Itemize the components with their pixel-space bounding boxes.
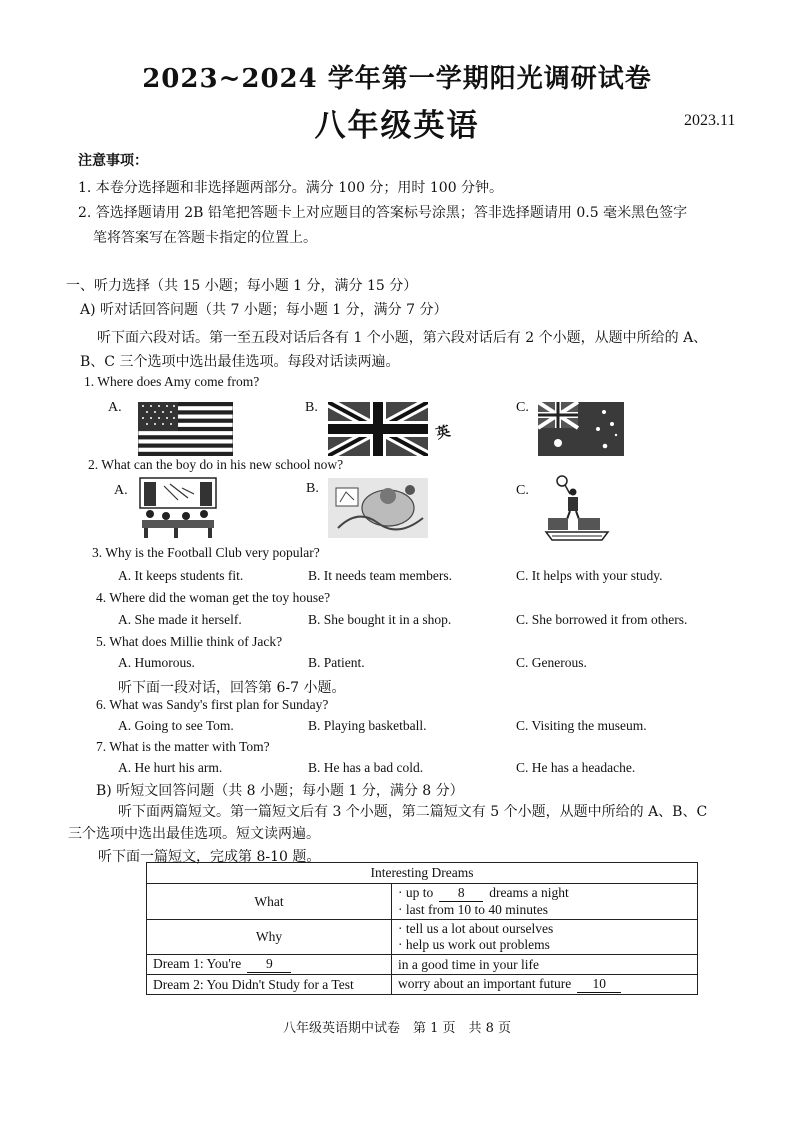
q4-option-c: C. She borrowed it from others.: [516, 612, 688, 627]
q4-option-a: A. She made it herself.: [118, 612, 242, 627]
blank-8: 8: [439, 885, 483, 902]
q3-option-a: A. It keeps students fit.: [118, 568, 244, 583]
q1-option-a-label: A.: [108, 400, 122, 415]
q2-stem: 2. What can the boy do in his new school now?: [88, 457, 344, 472]
q7-option-c: C. He has a headache.: [516, 760, 636, 775]
table-title: Interesting Dreams: [147, 863, 698, 884]
q5-stem: 5. What does Millie think of Jack?: [96, 634, 283, 649]
note-item-2: 2. 答选择题请用 2B 铅笔把答题卡上对应题目的答案标号涂黑；答非选择题请用 0.5 毫米黑色签字: [78, 205, 688, 221]
row-value-why: [392, 920, 698, 955]
q7-option-b: B. He has a bad cold.: [308, 760, 424, 775]
part-a-heading: A) 听对话回答问题（共 7 小题；每小题 1 分，满分 7 分）: [80, 302, 448, 318]
part-a-instruction: 听下面六段对话。第一至五段对话后各有 1 个小题，第六段对话后有 2 个小题，从题中所给的 A、: [97, 330, 708, 346]
q1-option-c-label: C.: [516, 400, 529, 415]
what-line2: · last from 10 to 40 minutes: [398, 902, 548, 917]
why-line2: · help us work out problems: [398, 937, 550, 952]
row-label-dream-2: Dream 2: You Didn't Study for a Test: [147, 975, 392, 995]
exam-subject: 八年级英语: [314, 108, 480, 144]
classroom-image: [138, 476, 218, 540]
blank-10: 10: [577, 976, 621, 993]
q7-option-a: A. He hurt his arm.: [118, 760, 223, 775]
q4-stem: 4. Where did the woman get the toy house?: [96, 590, 331, 605]
q3-option-c: C. It helps with your study.: [516, 568, 663, 583]
why-line1: · tell us a lot about ourselves: [398, 921, 554, 936]
note-item-1: 1. 本卷分选择题和非选择题两部分。满分 100 分；用时 100 分钟。: [78, 180, 504, 196]
uk-flag-image: [328, 402, 428, 456]
row-label-why: Why: [147, 920, 392, 955]
notes-heading: 注意事项：: [78, 153, 148, 169]
row-label-what: What: [147, 884, 392, 920]
handwritten-mark: 英: [434, 423, 453, 443]
q2-option-b-label: B.: [306, 481, 319, 496]
blank-9: 9: [247, 956, 291, 973]
q1-stem: 1. Where does Amy come from?: [84, 374, 260, 389]
table-row: [147, 955, 698, 975]
part-b-heading: B) 听短文回答问题（共 8 小题；每小题 1 分，满分 8 分）: [96, 783, 464, 799]
row-value-dream-2: [392, 975, 698, 995]
q4-option-b: B. She bought it in a shop.: [308, 612, 452, 627]
dream1-label-text: Dream 1: You're: [153, 956, 242, 971]
part-a-instruction-cont: B、C 三个选项中选出最佳选项。每段对话读两遍。: [80, 354, 400, 370]
row-label-dream-1: [147, 955, 392, 975]
q6-option-a: A. Going to see Tom.: [118, 718, 234, 733]
page-footer: 八年级英语期中试卷 第 1 页 共 8 页: [282, 1021, 512, 1036]
part-b-instruction: 听下面两篇短文。第一篇短文后有 3 个小题，第二篇短文有 5 个小题，从题中所给的 A、B、C: [118, 804, 708, 820]
q5-option-a: A. Humorous.: [118, 655, 195, 670]
q3-option-b: B. It needs team members.: [308, 568, 452, 583]
dream2-value-text: worry about an important future: [398, 976, 572, 991]
australia-flag-image: [538, 402, 624, 456]
passage-1-instruction: 听下面一篇短文，完成第 8-10 题。: [98, 849, 321, 865]
usa-flag-image: [138, 402, 233, 456]
tennis-image: [542, 474, 614, 542]
table-title-row: [147, 863, 698, 884]
what-line1-prefix: · up to: [398, 885, 434, 900]
table-row: [147, 884, 698, 920]
exam-date: 2023.11: [684, 112, 736, 129]
q2-option-c-label: C.: [516, 483, 529, 498]
q6-option-c: C. Visiting the museum.: [516, 718, 647, 733]
note-item-2-cont: 笔将答案写在答题卡指定的位置上。: [93, 230, 317, 246]
q3-stem: 3. Why is the Football Club very popular?: [92, 545, 320, 560]
q7-stem: 7. What is the matter with Tom?: [96, 739, 270, 754]
drawing-image: [328, 478, 428, 538]
q2-option-a-label: A.: [114, 483, 128, 498]
section-1-heading: 一、听力选择（共 15 小题；每小题 1 分，满分 15 分）: [66, 278, 418, 294]
q6-option-b: B. Playing basketball.: [308, 718, 427, 733]
what-line1-suffix: dreams a night: [489, 885, 569, 900]
q6-stem: 6. What was Sandy's first plan for Sunday?: [96, 697, 329, 712]
table-row: [147, 920, 698, 955]
part-b-instruction-cont: 三个选项中选出最佳选项。短文读两遍。: [68, 826, 320, 842]
dialog-6-instruction: 听下面一段对话，回答第 6-7 小题。: [118, 680, 346, 696]
row-value-dream-1: in a good time in your life: [392, 955, 698, 975]
q1-option-b-label: B.: [305, 400, 318, 415]
table-row: [147, 975, 698, 995]
q5-option-c: C. Generous.: [516, 655, 587, 670]
q5-option-b: B. Patient.: [308, 655, 365, 670]
exam-title: 2023~2024 学年第一学期阳光调研试卷: [142, 64, 652, 94]
row-value-what: [392, 884, 698, 920]
interesting-dreams-table: [146, 862, 698, 995]
